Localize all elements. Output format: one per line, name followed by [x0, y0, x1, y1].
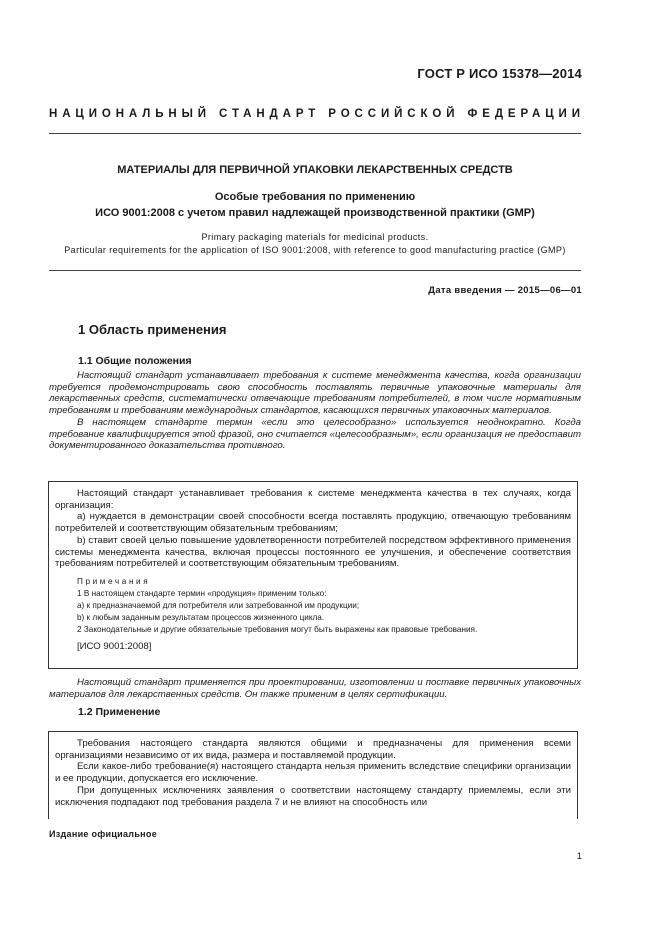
- iso-quote-box: [48, 481, 578, 669]
- header-divider: [49, 133, 581, 134]
- national-standard-header: НАЦИОНАЛЬНЫЙ СТАНДАРТ РОССИЙСКОЙ ФЕДЕРАЦИИ: [49, 108, 585, 120]
- application-note: [49, 677, 581, 700]
- subsection-1-2-heading: 1.2 Применение: [78, 706, 161, 718]
- paragraph: Настоящий стандарт устанавливает требования к системе менеджмента качества в тех случаях, когда организация:: [55, 488, 571, 511]
- notes-block: [49, 576, 577, 636]
- notes-heading: Примечания: [77, 576, 151, 586]
- english-title: Primary packaging materials for medicinal products.: [201, 232, 429, 242]
- title-divider: [49, 270, 581, 271]
- paragraph: b) ставит своей целью повышение удовлетворенности потребителей посредством эффективного применения системы менеджмента качества, включая процессы постоянного ее улучшения, и обеспечение соответствия требованиям потребителей и соответствующим обязательным требованиям.: [55, 534, 571, 570]
- paragraph: Требования настоящего стандарта являются общими и предназначены для применения всеми организациями независимо от их вида, размера и поставляемой продукции.: [55, 738, 571, 761]
- paragraph: Настоящий стандарт применяется при проектировании, изготовлении и поставке первичных упаковочных материалов для лекарственных средств. Он также применим в целях сертификации.: [49, 677, 581, 700]
- paragraph: а) нуждается в демонстрации своей способности всегда поставлять продукцию, отвечающую требованиям потребителей и соответствующим обязательным требованиям;: [55, 511, 571, 535]
- document-title: МАТЕРИАЛЫ ДЛЯ ПЕРВИЧНОЙ УПАКОВКИ ЛЕКАРСТВЕННЫХ СРЕДСТВ: [117, 164, 513, 176]
- paragraph: Если какое-либо требование(я) настоящего стандарта нельзя применить вследствие специфики организации и ее продукции, допускается его исключение.: [55, 761, 571, 785]
- section-1-heading: 1 Область применения: [78, 322, 227, 337]
- page-number: 1: [576, 851, 582, 862]
- english-subtitle: Particular requirements for the application of ISO 9001:2008, with reference to good manufacturing practice (GMP): [64, 245, 566, 255]
- note: 1 В настоящем стандарте термин «продукция» применим только:: [77, 588, 327, 598]
- paragraph: При допущенных исключениях заявления о соответствии настоящему стандарту приемлемы, если эти исключения подпадают под требования раздела 7 и не влияют на способность или: [55, 784, 571, 808]
- paragraph: Настоящий стандарт устанавливает требования к системе менеджмента качества, когда организации требуется продемонстрировать свою способность поставлять первичные упаковочные материалы для лекарственных средств, систематически отвечающие требованиям потребителей, в том числе нормативным требованиям и требованиям международных стандартов, касающихся первичных упаковочных материалов.: [49, 370, 581, 417]
- application-quote-box: [48, 731, 578, 819]
- quote-body: [49, 488, 577, 570]
- document-subtitle-2: ИСО 9001:2008 с учетом правил надлежащей производственной практики (GMP): [95, 207, 535, 219]
- note: а) к предназначаемой для потребителя или затребованной им продукции;: [77, 600, 360, 610]
- note: 2 Законодательные и другие обязательные требования могут быть выражены как правовые требования.: [77, 624, 478, 634]
- quote-body: [55, 738, 571, 808]
- document-code: ГОСТ Р ИСО 15378—2014: [417, 66, 582, 81]
- effective-date: Дата введения — 2015—06—01: [428, 285, 582, 296]
- note: b) к любым заданным результатам процессов жизненного цикла.: [77, 612, 325, 622]
- paragraph: В настоящем стандарте термин «если это целесообразно» используется неоднократно. Когда требование квалифицируется этой фразой, оно считается «целесообразным», если организация не предоставит документированного доказательства противного.: [49, 416, 581, 452]
- official-edition-label: Издание официальное: [49, 829, 158, 839]
- general-provisions-text: [49, 370, 581, 452]
- iso-reference: [ИСО 9001:2008]: [77, 640, 152, 652]
- subsection-1-1-heading: 1.1 Общие положения: [78, 355, 192, 367]
- document-subtitle: Особые требования по применению: [214, 191, 416, 203]
